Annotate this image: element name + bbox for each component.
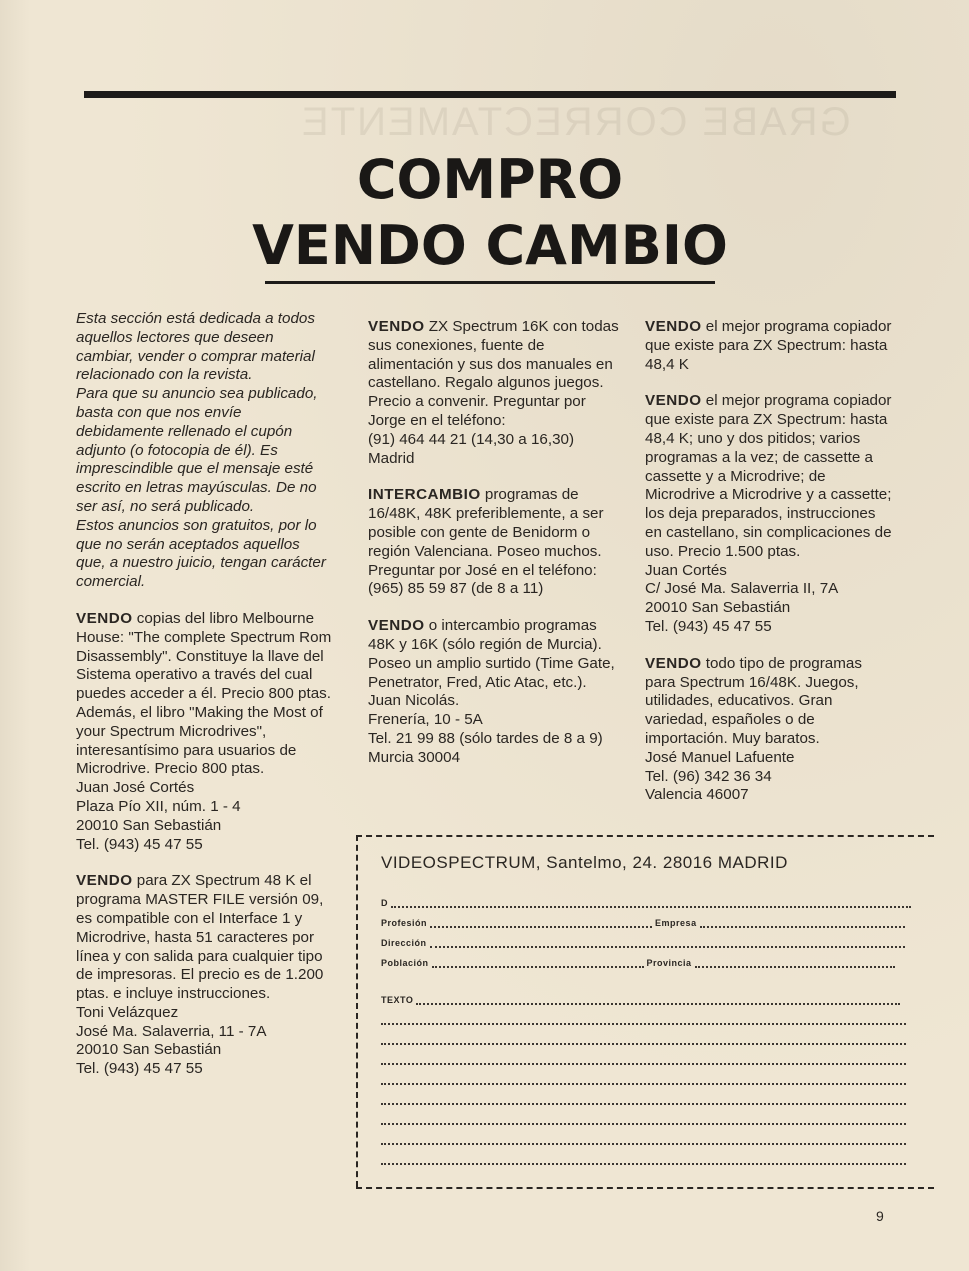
ad-keyword: VENDO	[645, 318, 702, 335]
ad-contact-line: Toni Velázquez	[76, 1003, 179, 1021]
ad-body: el mejor programa copiador que existe para ZX Spectrum: hasta 48,4 K	[645, 318, 892, 373]
intro-paragraph-3: Estos anuncios son gratuitos, por lo que no serán aceptados aquellos que, a nuestro juicio, tengan carácter comercial.	[76, 516, 326, 591]
classified-ad	[368, 486, 620, 599]
ad-contact-line: C/ José Ma. Salaverria II, 7A	[645, 580, 839, 598]
coupon-cut-line-left	[356, 835, 358, 1187]
ad-contact-line: Murcia 30004	[368, 748, 461, 766]
ad-body: copias del libro Melbourne House: "The complete Spectrum Rom Disassembly". Constituye la llave del Sistema operativo a través del cual puedes acceder a él. Precio 800 ptas.	[76, 609, 332, 703]
coupon-label-provincia: Provincia	[646, 958, 692, 968]
ad-keyword: VENDO	[368, 617, 425, 635]
coupon-label-texto: TEXTO	[381, 995, 414, 1005]
coupon-cut-line-bottom	[356, 1187, 934, 1189]
show-through-text: GRABE CORRECTAMENTE	[300, 100, 851, 144]
page-number: 9	[876, 1208, 884, 1224]
top-rule	[84, 91, 896, 98]
section-masthead	[200, 150, 780, 276]
ad-body: para ZX Spectrum 48 K el programa MASTER FILE versión 09, es compatible con el Interface 1 y Microdrive, hasta 51 caracteres por línea y con salida para cualquier tipo de impresoras. El precio es de 1.200 ptas. e incluye instrucciones.	[76, 872, 324, 1003]
ad-body: o intercambio programas 48K y 16K (sólo región de Murcia). Poseo un amplio surtido (Time Gate, Penetrator, Fred, Atic Atac, etc.).	[368, 617, 615, 691]
ad-contact-line: Frenería, 10 - 5A	[368, 711, 483, 729]
ad-contact-line: Juan Cortés	[645, 561, 727, 579]
classified-ad	[368, 318, 620, 468]
column-1	[76, 310, 332, 1097]
ad-contact-line: 20010 San Sebastián	[76, 1041, 222, 1059]
coupon-field-texto-line[interactable]	[381, 1116, 906, 1125]
intro-text	[76, 310, 332, 592]
ad-contact-line: Valencia 46007	[645, 786, 749, 804]
ad-keyword: VENDO	[368, 318, 425, 335]
ad-contact-line: José Manuel Lafuente	[645, 748, 795, 766]
ad-body: el mejor programa copiador que existe para ZX Spectrum: hasta 48,4 K; uno y dos pitidos; varios programas a la vez; de cassette a cassette y a Microdrive; de Microdrive a Microdrive y a cassette; los deja preparados, instrucciones en castellano, sin complicaciones de uso. Precio 1.500 ptas.	[645, 392, 892, 560]
coupon-text-line	[381, 1135, 906, 1145]
ad-keyword: VENDO	[76, 872, 133, 890]
ad-contact-line: Plaza Pío XII, núm. 1 - 4	[76, 797, 241, 815]
classified-ad	[76, 610, 332, 854]
coupon-label-poblacion: Población	[381, 958, 429, 968]
coupon-row-poblacion	[381, 958, 895, 968]
ad-coupon	[356, 835, 934, 1193]
coupon-field-provincia[interactable]	[695, 959, 895, 968]
classified-ad	[76, 872, 332, 1079]
coupon-label-d: D	[381, 898, 388, 908]
column-3	[645, 318, 895, 823]
coupon-field-texto-line[interactable]	[381, 1156, 906, 1165]
masthead-line-1: COMPRO	[356, 148, 624, 211]
coupon-field-texto[interactable]	[416, 996, 900, 1005]
ad-body: ZX Spectrum 16K con todas sus conexiones, fuente de alimentación y sus dos manuales en castellano. Regalo algunos juegos. Precio a convenir. Preguntar por Jorge en el teléfono:	[368, 318, 619, 429]
ad-contact-line: 20010 San Sebastián	[645, 599, 791, 617]
ad-keyword: INTERCAMBIO	[368, 486, 481, 504]
ad-contact-line: Tel. (96) 342 36 34	[645, 767, 772, 785]
classified-ad	[645, 392, 895, 636]
ad-body: todo tipo de programas para Spectrum 16/48K. Juegos, utilidades, educativos. Gran variedad, españoles o de importación. Muy baratos.	[645, 654, 862, 747]
ad-contact-line: Madrid	[368, 449, 415, 467]
coupon-field-poblacion[interactable]	[432, 959, 644, 968]
coupon-row-direccion	[381, 938, 905, 948]
ad-contact-line: 20010 San Sebastián	[76, 816, 222, 834]
coupon-field-texto-line[interactable]	[381, 1016, 906, 1025]
coupon-text-line	[381, 1075, 906, 1085]
coupon-label-profesion: Profesión	[381, 918, 428, 928]
coupon-text-line	[381, 1115, 906, 1125]
ad-contact-line: Tel. 21 99 88 (sólo tardes de 8 a 9)	[368, 729, 603, 747]
ad-contact-line: Tel. (943) 45 47 55	[645, 617, 772, 635]
ad-keyword: VENDO	[645, 654, 702, 672]
intro-paragraph-1: Esta sección está dedicada a todos aquellos lectores que deseen cambiar, vender o comprar material relacionado con la revista.	[76, 310, 315, 384]
coupon-text-line	[381, 1095, 906, 1105]
ad-contact-line: (965) 85 59 87 (de 8 a 11)	[368, 580, 544, 598]
ad-body: programas de 16/48K, 48K preferiblemente, a ser posible con gente de Benidorm o región Valenciana. Poseo muchos. Preguntar por José en el teléfono:	[368, 486, 604, 579]
ad-contact-line: (91) 464 44 21 (14,30 a 16,30)	[368, 430, 575, 448]
coupon-field-texto-line[interactable]	[381, 1076, 906, 1085]
masthead-line-2: VENDO CAMBIO	[252, 214, 728, 277]
coupon-text-line	[381, 1015, 906, 1025]
coupon-mailing-address: VIDEOSPECTRUM, Santelmo, 24. 28016 MADRID	[381, 853, 788, 872]
coupon-row-profesion	[381, 918, 905, 928]
coupon-field-direccion[interactable]	[430, 939, 905, 948]
coupon-field-texto-line[interactable]	[381, 1036, 906, 1045]
coupon-field-profesion[interactable]	[430, 919, 652, 928]
coupon-text-line	[381, 1055, 906, 1065]
ad-contact-line: Juan José Cortés	[76, 779, 195, 797]
ad-keyword: VENDO	[76, 609, 133, 627]
ad-body-2: Además, el libro "Making the Most of your Spectrum Microdrives", interesantísimo para usuarios de Microdrive. Precio 800 ptas.	[76, 703, 323, 778]
coupon-field-texto-line[interactable]	[381, 1096, 906, 1105]
ad-contact-line: Tel. (943) 45 47 55	[76, 1060, 203, 1078]
coupon-label-empresa: Empresa	[655, 918, 697, 928]
intro-paragraph-2: Para que su anuncio sea publicado, basta con que nos envíe debidamente rellenado el cupón adjunto (o fotocopia de él). Es imprescindible que el mensaje esté escrito en letras mayúsculas. De no ser así, no será publicado.	[76, 385, 318, 515]
classified-ad	[645, 655, 895, 805]
column-2	[368, 318, 620, 786]
coupon-field-texto-line[interactable]	[381, 1136, 906, 1145]
classified-ad	[645, 318, 895, 374]
classified-ad	[368, 617, 620, 767]
coupon-field-d[interactable]	[391, 899, 911, 908]
masthead-underline	[265, 281, 715, 284]
ad-keyword: VENDO	[645, 392, 702, 410]
coupon-row-d	[381, 898, 911, 908]
ad-contact-line: Tel. (943) 45 47 55	[76, 835, 203, 853]
coupon-text-line	[381, 1035, 906, 1045]
coupon-field-empresa[interactable]	[700, 919, 905, 928]
ad-contact-line: Juan Nicolás.	[368, 692, 460, 710]
ad-contact-line: José Ma. Salaverria, 11 - 7A	[76, 1022, 267, 1040]
coupon-field-texto-line[interactable]	[381, 1056, 906, 1065]
coupon-row-texto	[381, 995, 900, 1005]
coupon-cut-line-top	[356, 835, 934, 837]
coupon-text-line	[381, 1155, 906, 1165]
coupon-label-direccion: Dirección	[381, 938, 427, 948]
